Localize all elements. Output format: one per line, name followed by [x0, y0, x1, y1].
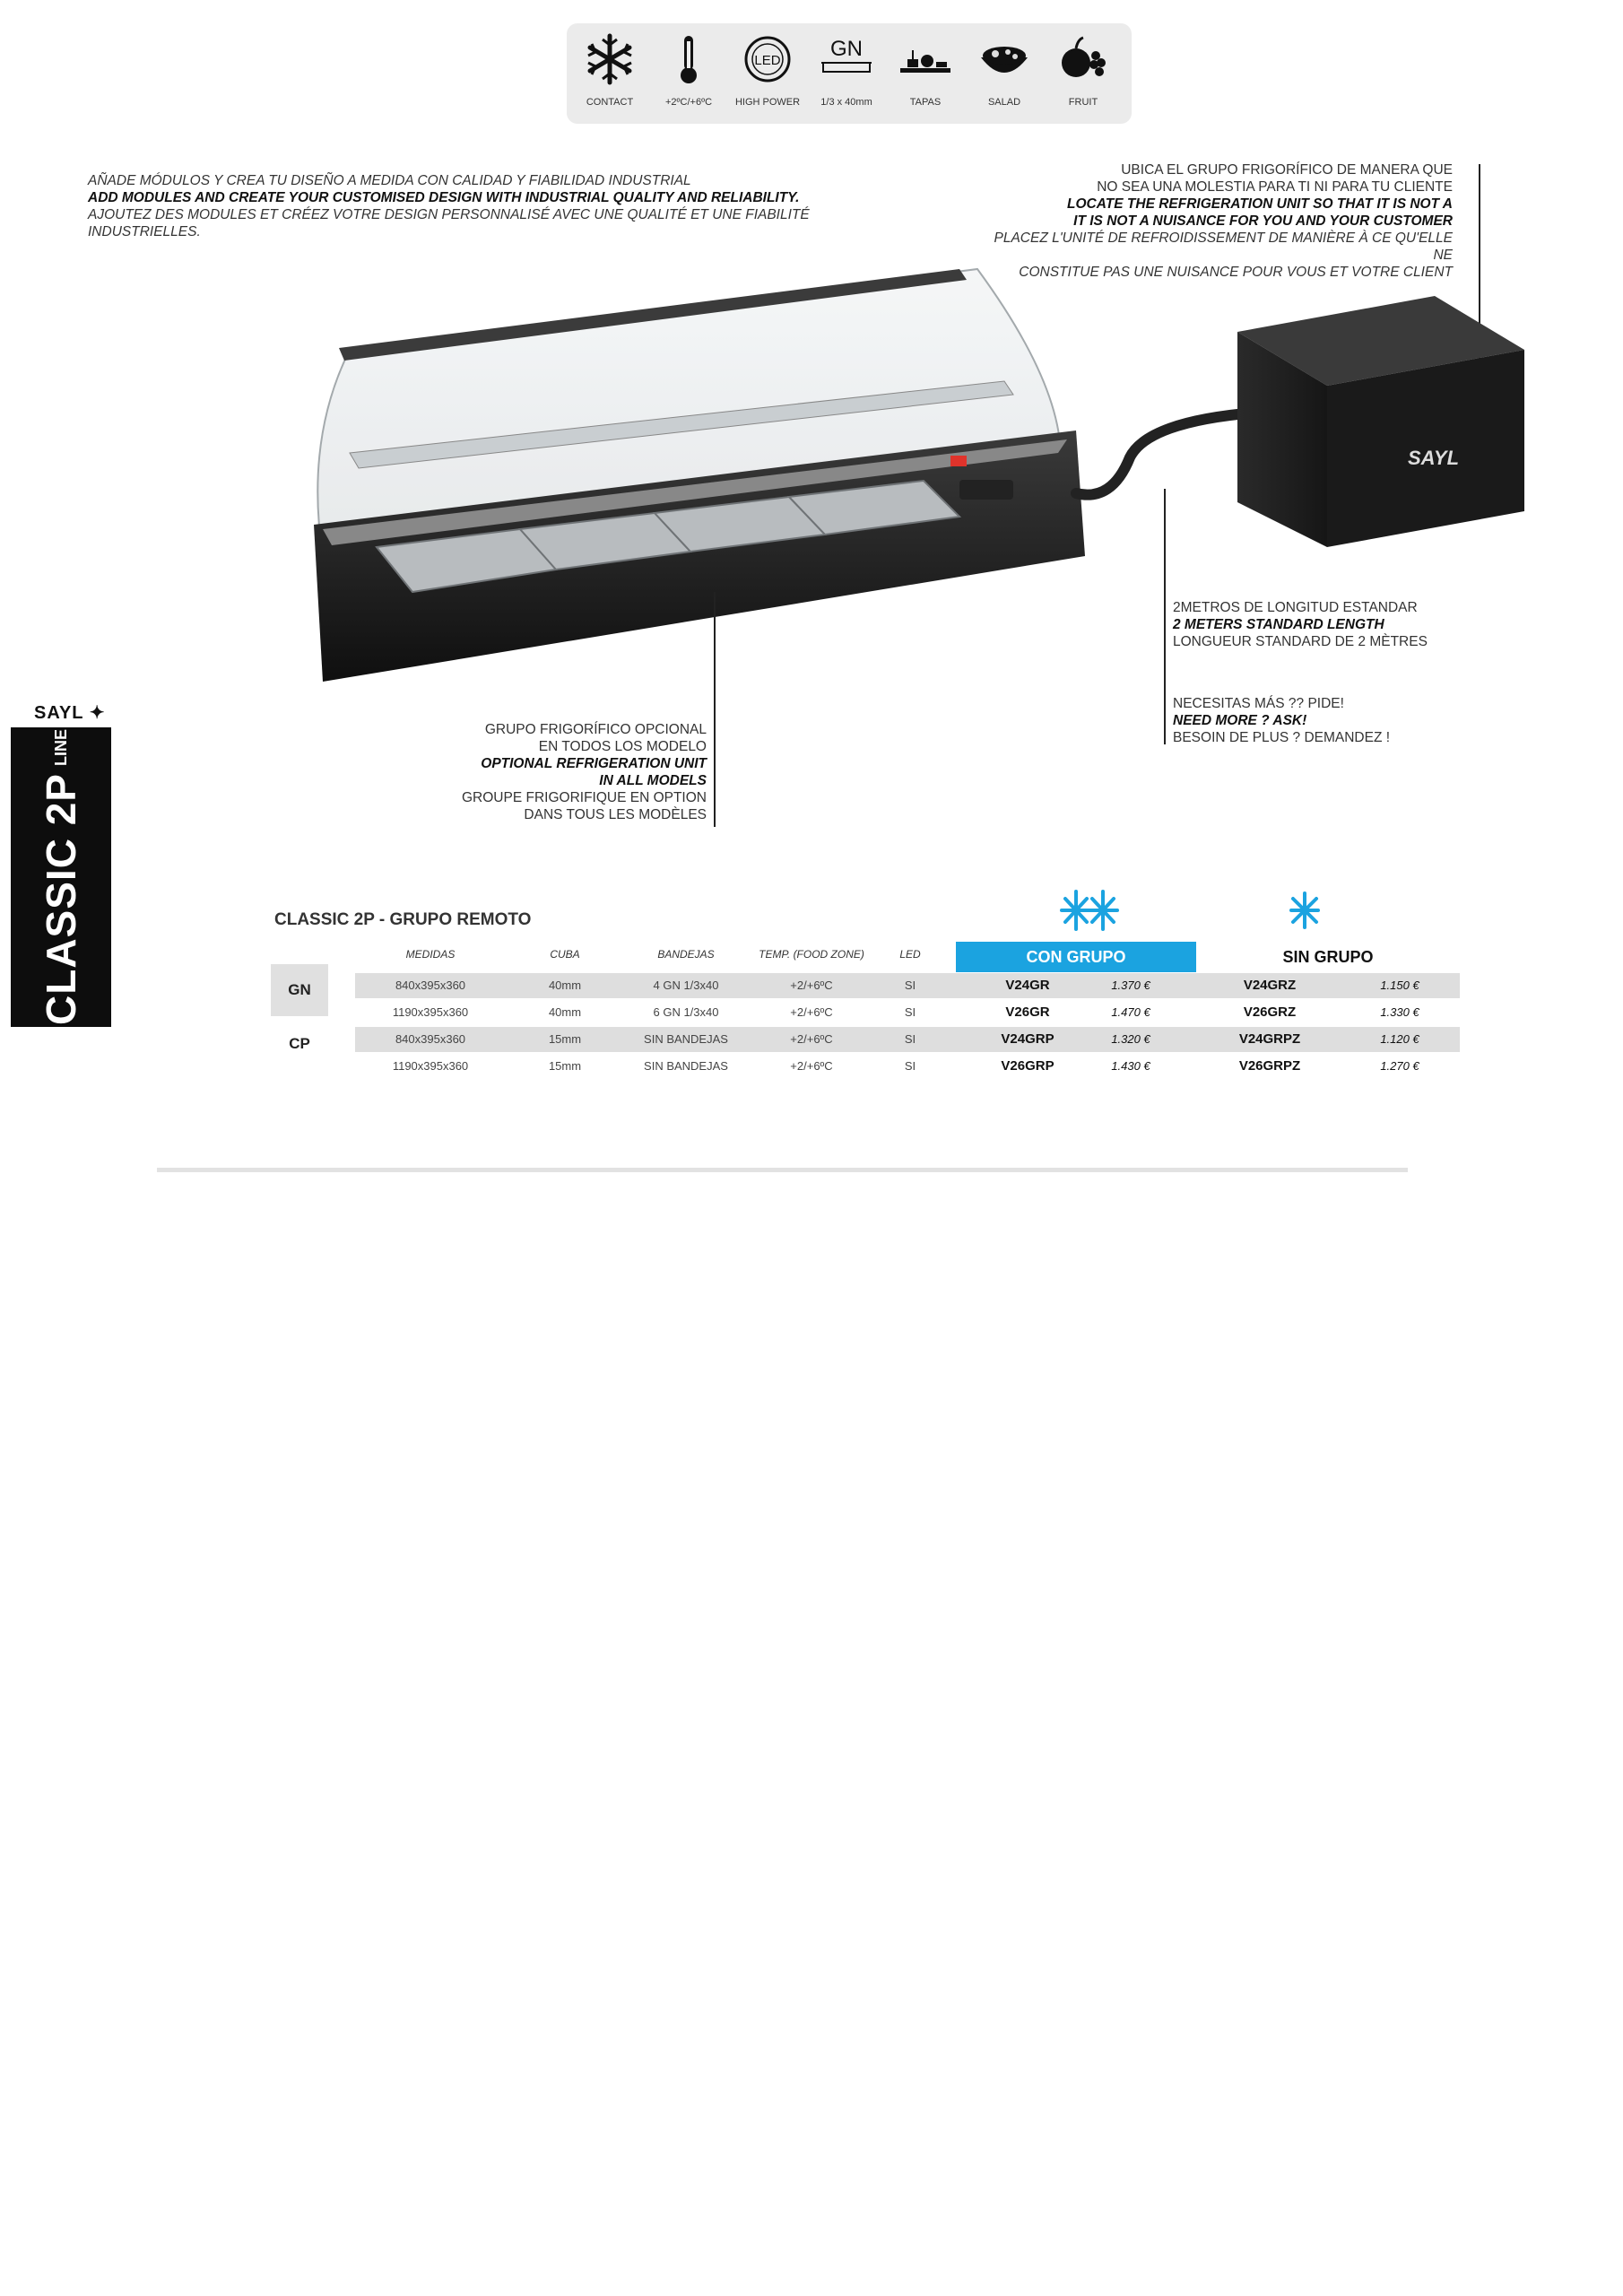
feature-label: FRUIT — [1068, 97, 1098, 108]
locate-es1: UBICA EL GRUPO FRIGORÍFICO DE MANERA QUE — [1121, 162, 1453, 178]
intro-fr: AJOUTEZ DES MODULES ET CRÉEZ VOTRE DESIGN PERSONNALISÉ AVEC UNE QUALITÉ ET UNE FIABILITÉ INDUSTRIELLES. — [88, 207, 810, 239]
feature-salad — [965, 23, 1044, 124]
sin-grupo-snowflake-icon — [1284, 890, 1325, 931]
optional-text — [341, 721, 707, 823]
intro-en: ADD MODULES AND CREATE YOUR CUSTOMISED DESIGN WITH INDUSTRIAL QUALITY AND RELIABILITY. — [88, 190, 800, 205]
feature-tapas — [886, 23, 965, 124]
cell-code-con: V26GR — [1005, 1004, 1050, 1020]
col-header-led: LED — [899, 948, 921, 961]
cell-code-con: V26GRP — [1001, 1058, 1055, 1074]
more-es: NECESITAS MÁS ?? PIDE! — [1173, 696, 1344, 711]
cell-temp: +2/+6ºC — [790, 1005, 833, 1019]
locate-es2: NO SEA UNA MOLESTIA PARA TI NI PARA TU CLIENTE — [1097, 179, 1453, 195]
col-header-bandejas: BANDEJAS — [657, 948, 715, 961]
leader-line-optional — [714, 592, 716, 827]
star-icon: ✦ — [89, 703, 106, 723]
cell-price-sin: 1.120 € — [1380, 1032, 1419, 1046]
cell-price-sin: 1.270 € — [1380, 1059, 1419, 1073]
locate-en2: IT IS NOT A NUISANCE FOR YOU AND YOUR CUSTOMER — [1073, 213, 1453, 229]
cell-price-sin: 1.330 € — [1380, 1005, 1419, 1019]
brand-logo-text: SAYL — [34, 703, 84, 723]
sin-grupo-header: SIN GRUPO — [1282, 948, 1374, 966]
gn-tray-icon — [820, 32, 873, 86]
feature-label: HIGH POWER — [734, 97, 801, 108]
side-title-main: CLASSIC 2P — [38, 773, 84, 1025]
cell-price-con: 1.470 € — [1111, 1005, 1150, 1019]
col-header-medidas: MEDIDAS — [405, 948, 456, 961]
optional-en2: IN ALL MODELS — [599, 773, 707, 788]
table-title: CLASSIC 2P - GRUPO REMOTO — [274, 910, 532, 929]
gn-badge: GN — [830, 37, 863, 61]
group-label-cp: CP — [289, 1035, 310, 1052]
feature-contact — [570, 23, 649, 124]
length-es: 2METROS DE LONGITUD ESTANDAR — [1173, 600, 1418, 615]
side-banner-title — [11, 727, 111, 1027]
optional-fr2: DANS TOUS LES MODÈLES — [524, 807, 707, 822]
cell-bandejas: 6 GN 1/3x40 — [653, 1005, 719, 1019]
cell-cuba: 40mm — [548, 1005, 582, 1019]
optional-es2: EN TODOS LOS MODELO — [538, 739, 707, 754]
side-title-suffix: LINE — [51, 729, 70, 767]
feature-label: CONTACT — [586, 97, 634, 108]
table-row — [355, 1054, 1460, 1079]
group-label-gn: GN — [271, 964, 328, 1016]
cell-price-con: 1.320 € — [1111, 1032, 1150, 1046]
cell-medidas: 840x395x360 — [395, 978, 466, 992]
snowflake-icon — [583, 32, 637, 86]
cell-bandejas: 4 GN 1/3x40 — [653, 978, 719, 992]
optional-fr1: GROUPE FRIGORIFIQUE EN OPTION — [462, 790, 707, 805]
length-text — [1173, 599, 1549, 650]
salad-icon — [977, 32, 1031, 86]
unit-logo: SAYL — [1408, 447, 1460, 469]
cell-bandejas: SIN BANDEJAS — [644, 1059, 728, 1073]
cell-temp: +2/+6ºC — [790, 978, 833, 992]
cell-temp: +2/+6ºC — [790, 1059, 833, 1073]
locate-fr2: CONSTITUE PAS UNE NUISANCE POUR VOUS ET VOTRE CLIENT — [1019, 265, 1453, 280]
cell-led: SI — [904, 1032, 916, 1046]
table-row — [355, 1027, 1460, 1052]
fruit-icon — [1056, 32, 1110, 86]
table-row — [355, 973, 1460, 998]
feature-led — [728, 23, 807, 124]
cell-price-con: 1.370 € — [1111, 978, 1150, 992]
cell-code-sin: V26GRZ — [1243, 1004, 1297, 1020]
more-fr: BESOIN DE PLUS ? DEMANDEZ ! — [1173, 730, 1391, 745]
thermometer-icon — [662, 32, 716, 86]
intro-es: AÑADE MÓDULOS Y CREA TU DISEÑO A MEDIDA CON CALIDAD Y FIABILIDAD INDUSTRIAL — [88, 173, 691, 188]
cell-code-con: V24GR — [1005, 978, 1050, 993]
feature-label: TAPAS — [909, 97, 942, 108]
col-header-cuba: CUBA — [550, 948, 580, 961]
cell-medidas: 840x395x360 — [395, 1032, 466, 1046]
length-fr: LONGUEUR STANDARD DE 2 MÈTRES — [1173, 634, 1428, 649]
led-icon — [741, 32, 794, 86]
feature-fruit — [1044, 23, 1123, 124]
cell-medidas: 1190x395x360 — [392, 1005, 469, 1019]
length-en: 2 METERS STANDARD LENGTH — [1173, 617, 1384, 632]
optional-en1: OPTIONAL REFRIGERATION UNIT — [481, 756, 707, 771]
locate-en1: LOCATE THE REFRIGERATION UNIT SO THAT IT IS NOT A — [1067, 196, 1453, 212]
col-header-temp: TEMP. (FOOD ZONE) — [759, 948, 864, 961]
intro-text — [88, 172, 895, 240]
brand-logo — [34, 701, 105, 724]
cell-medidas: 1190x395x360 — [392, 1059, 469, 1073]
feature-gn — [807, 23, 886, 124]
feature-label: +2ºC/+6ºC — [664, 97, 713, 108]
cell-cuba: 40mm — [548, 978, 582, 992]
cell-cuba: 15mm — [548, 1059, 582, 1073]
con-grupo-header: CON GRUPO — [956, 942, 1196, 972]
feature-label: SALAD — [987, 97, 1021, 108]
cell-led: SI — [904, 1005, 916, 1019]
bottom-divider — [157, 1168, 1408, 1172]
con-grupo-snowflake-icon — [1058, 888, 1121, 933]
cell-code-sin: V26GRPZ — [1238, 1058, 1301, 1074]
more-text — [1173, 695, 1549, 746]
leader-line-cable — [1164, 489, 1166, 744]
more-en: NEED MORE ? ASK! — [1173, 713, 1307, 728]
cell-led: SI — [904, 978, 916, 992]
tapas-icon — [898, 32, 952, 86]
cell-cuba: 15mm — [548, 1032, 582, 1046]
cell-led: SI — [904, 1059, 916, 1073]
svg-text:LED: LED — [754, 53, 781, 68]
cell-code-sin: V24GRPZ — [1238, 1031, 1301, 1047]
locate-fr1: PLACEZ L'UNITÉ DE REFROIDISSEMENT DE MANIÈRE À CE QU'ELLE NE — [994, 230, 1453, 263]
cell-price-con: 1.430 € — [1111, 1059, 1150, 1073]
cell-code-con: V24GRP — [1001, 1031, 1055, 1047]
cell-temp: +2/+6ºC — [790, 1032, 833, 1046]
feature-icon-bar — [567, 23, 1132, 124]
cell-price-sin: 1.150 € — [1380, 978, 1419, 992]
feature-label: 1/3 x 40mm — [820, 97, 872, 108]
side-banner — [11, 727, 111, 1027]
optional-es1: GRUPO FRIGORÍFICO OPCIONAL — [484, 722, 707, 737]
cell-code-sin: V24GRZ — [1243, 978, 1297, 993]
feature-temperature — [649, 23, 728, 124]
cell-bandejas: SIN BANDEJAS — [644, 1032, 728, 1046]
table-row — [355, 1000, 1460, 1025]
